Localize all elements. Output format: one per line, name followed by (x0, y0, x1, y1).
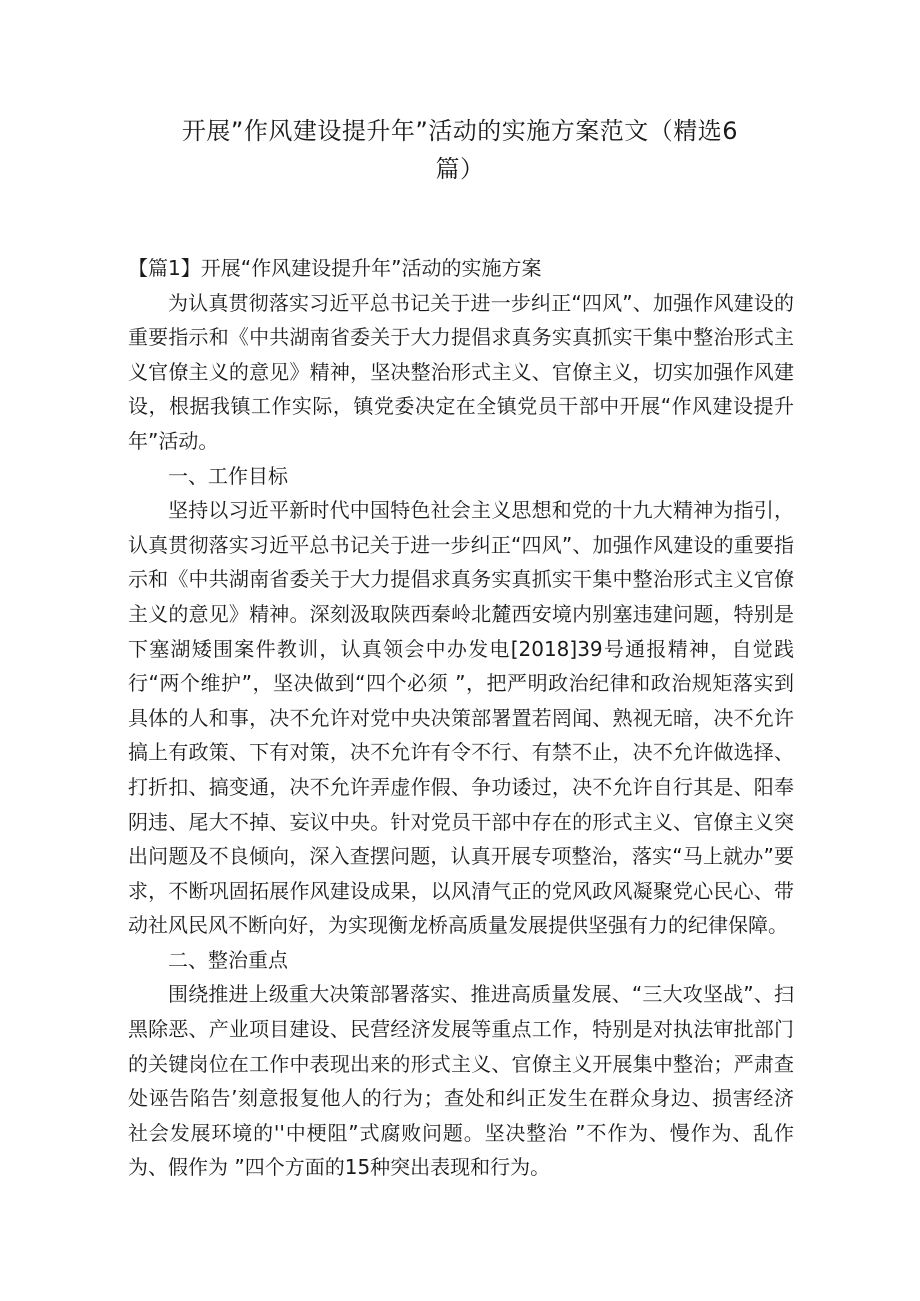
document-body (128, 251, 794, 1185)
intro-paragraph: 为认真贯彻落实习近平总书记关于进一步纠正“四风”、加强作风建设的重要指示和《中共湖南省委关于大力提倡求真务实真抓实干集中整治形式主义官僚主义的意见》精神，坚决整治形式主义、官僚主义，切实加强作风建设，根据我镇工作实际，镇党委决定在全镇党员干部中开展“作风建设提升年”活动。 (128, 290, 794, 453)
paragraph-rectification-focus: 围绕推进上级重大决策部署落实、推进高质量发展、“三大攻坚战”、扫黑除恶、产业项目建设、民营经济发展等重点工作，特别是对执法审批部门的关键岗位在工作中表现出来的形式主义、官僚主义开展集中整治；严肃查处诬告陷告’刻意报复他人的行为；查处和纠正发生在群众身边、损害经济社会发展环境的''中梗阻”式腐败问题。坚决整治 ”不作为、慢作为、乱作为、假作为 ”四个方面的15种突出表现和行为。 (128, 982, 794, 1180)
document-title: 开展”作风建设提升年”活动的实施方案范文（精选6篇） (181, 117, 739, 183)
heading-rectification-focus: 二、整治重点 (168, 947, 288, 972)
paragraph-work-goals: 坚持以习近平新时代中国特色社会主义思想和党的十九大精神为指引，认真贯彻落实习近平总书记关于进一步纠正“四风”、加强作风建设的重要指示和《中共湖南省委关于大力提倡求真务实真抓实干集中整治形式主义官僚主义的意见》精神。深刻汲取陕西秦岭北麓西安境内别塞违建问题，特别是下塞湖矮围案件教训，认真领会中办发电[2018]39号通报精神，自觉践行“两个维护”，坚决做到“四个必须 ”，把严明政治纪律和政治规矩落实到具体的人和事，决不允许对党中央决策部署置若罔闻、熟视无暗，决不允许搞上有政策、下有对策，决不允许有令不行、有禁不止，决不允许做选择、打折扣、搞变通，决不允许弄虚作假、争功诿过，决不允许自行其是、阳奉阴违、尾大不掉、妄议中央。针对党员干部中存在的形式主义、官僚主义突出问题及不良倾向，深入查摆问题，认真开展专项整治，落实“马上就办”要求，不断巩固拓展作风建设成果，以风清气正的党风政风凝聚党心民心、带动社风民风不断向好，为实现衡龙桥高质量发展提供坚强有力的纪律保障。 (128, 498, 794, 938)
heading-work-goals: 一、工作目标 (168, 463, 288, 488)
section-heading: 【篇1】开展“作风建设提升年”活动的实施方案 (128, 256, 542, 280)
